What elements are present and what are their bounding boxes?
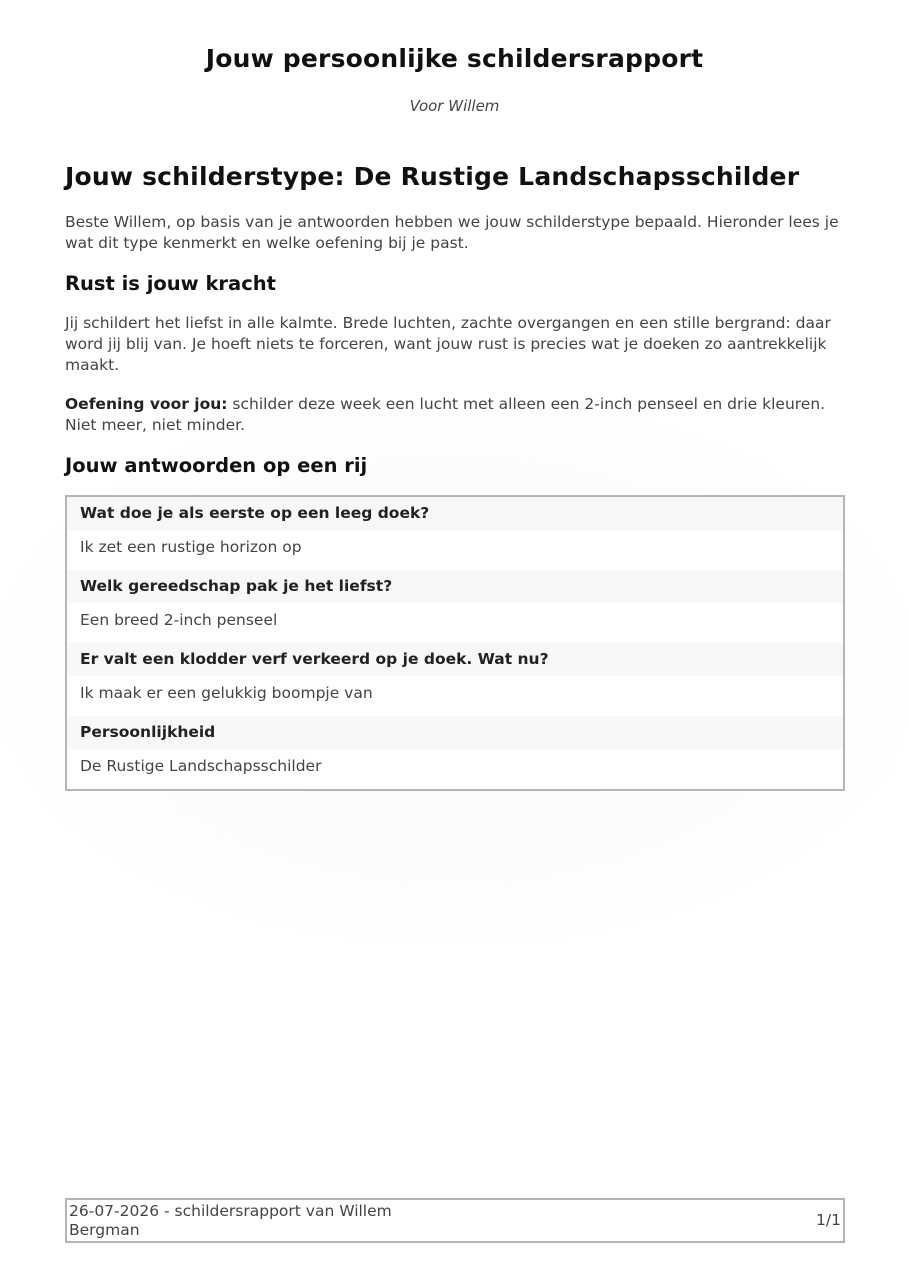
page-footer: [65, 1198, 845, 1243]
answer-item: [67, 497, 843, 570]
answer-item: [67, 716, 843, 789]
page-title: Jouw persoonlijke schildersrapport: [205, 44, 704, 73]
exercise-paragraph: [65, 394, 845, 436]
exercise-text: schilder deze week een lucht met alleen een 2-inch penseel en drie kleuren. Niet meer, niet minder.: [65, 395, 826, 434]
question-label: Welk gereedschap pak je het liefst?: [67, 570, 843, 603]
answer-item: [67, 643, 843, 716]
answer-value: Ik maak er een gelukkig boompje van: [80, 684, 373, 702]
intro-paragraph: Beste Willem, op basis van je antwoorden hebben we jouw schilderstype bepaald. Hieronder lees je wat dit type kenmerkt en welke oefening bij je past.: [65, 213, 839, 252]
page-subtitle: Voor Willem: [409, 97, 500, 115]
answers-table: [65, 495, 845, 791]
answer-value: De Rustige Landschapsschilder: [80, 757, 322, 775]
question-label: Persoonlijkheid: [67, 716, 843, 749]
exercise-label: Oefening voor jou:: [65, 395, 228, 413]
strength-paragraph: Jij schildert het liefst in alle kalmte. Brede luchten, zachte overgangen en een stille bergrand: daar word jij blij van. Je hoeft niets te forceren, want jouw rust is precies wat je doeken zo aantrekkelijk maakt.: [65, 314, 831, 374]
answers-heading: Jouw antwoorden op een rij: [65, 454, 368, 477]
answer-value: Ik zet een rustige horizon op: [80, 538, 302, 556]
strength-heading: Rust is jouw kracht: [65, 272, 276, 295]
footer-text: 26-07-2026 - schildersrapport van Willem Bergman: [69, 1202, 392, 1239]
answer-item: [67, 570, 843, 643]
question-label: Wat doe je als eerste op een leeg doek?: [67, 497, 843, 530]
answer-value: Een breed 2-inch penseel: [80, 611, 278, 629]
type-heading: Jouw schilderstype: De Rustige Landschapsschilder: [65, 162, 800, 191]
report-content: [65, 162, 845, 791]
question-label: Er valt een klodder verf verkeerd op je doek. Wat nu?: [67, 643, 843, 676]
page-number: 1/1: [816, 1211, 841, 1229]
